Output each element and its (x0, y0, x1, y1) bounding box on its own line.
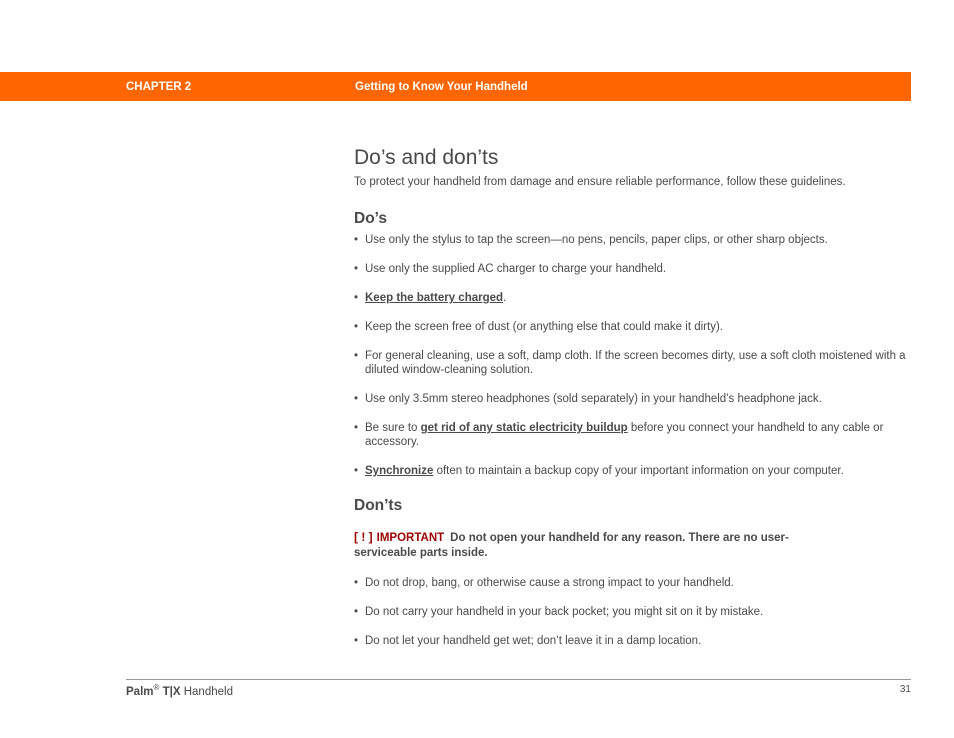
bullet: • (354, 393, 359, 405)
list-item-text: Use only the supplied AC charger to charge your handheld. (365, 263, 667, 275)
list-item-text: Be sure to (365, 422, 421, 434)
dos-heading: Do’s (354, 210, 388, 227)
list-item (354, 320, 914, 334)
footer-divider (126, 679, 911, 680)
list-item-text: Do not carry your handheld in your back pocket; you might sit on it by mistake. (365, 606, 764, 618)
chapter-label: CHAPTER 2 (126, 81, 192, 93)
list-item (354, 576, 914, 590)
page-number: 31 (899, 684, 911, 695)
list-item (354, 291, 914, 305)
bullet: • (354, 422, 359, 434)
list-item (354, 262, 914, 276)
footer-suffix: Handheld (183, 685, 233, 698)
bullet: • (354, 263, 359, 275)
registered-mark: ® (153, 683, 160, 692)
footer-product (126, 683, 233, 698)
list-item (354, 392, 914, 406)
footer-brand: Palm (126, 685, 154, 698)
list-item-text: For general cleaning, use a soft, damp cloth. If the screen becomes dirty, use a soft cloth moistened with a diluted window-cleaning solution. (365, 350, 906, 376)
important-note (354, 530, 824, 561)
list-item-text: often to maintain a backup copy of your important information on your computer. (433, 465, 844, 477)
list-item-text: Do not let your handheld get wet; don’t leave it in a damp location. (365, 635, 702, 647)
bullet: • (354, 292, 359, 304)
bullet: • (354, 635, 359, 647)
synchronize-link[interactable]: Synchronize (365, 465, 434, 477)
important-icon: [ ! ] (354, 530, 373, 544)
list-item (354, 421, 914, 449)
bullet: • (354, 350, 359, 362)
donts-heading: Don’ts (354, 497, 403, 514)
list-item-text: Keep the screen free of dust (or anything else that could make it dirty). (365, 321, 723, 333)
chapter-title: Getting to Know Your Handheld (355, 81, 528, 93)
important-text: Do not open your handheld for any reason. There are no user-serviceable parts inside. (354, 532, 789, 559)
list-item-text: Use only 3.5mm stereo headphones (sold separately) in your handheld’s headphone jack. (365, 393, 822, 405)
bullet: • (354, 234, 359, 246)
list-item (354, 634, 914, 648)
bullet: • (354, 465, 359, 477)
important-label: IMPORTANT (376, 532, 445, 544)
list-item-text: Do not drop, bang, or otherwise cause a strong impact to your handheld. (365, 577, 734, 589)
battery-charged-link[interactable]: Keep the battery charged (365, 292, 504, 304)
dos-list (354, 233, 914, 478)
list-item (354, 233, 914, 247)
list-item-text: before you connect your handheld to any cable or accessory. (365, 422, 884, 448)
static-electricity-link[interactable]: get rid of any static electricity buildup (420, 422, 628, 434)
list-item-text: Use only the stylus to tap the screen—no pens, pencils, paper clips, or other sharp objects. (365, 234, 828, 246)
list-item-text: . (503, 292, 507, 304)
bullet: • (354, 606, 359, 618)
list-item (354, 605, 914, 619)
list-item (354, 464, 914, 478)
donts-list (354, 576, 914, 648)
footer-model: T|X (162, 685, 181, 698)
section-intro: To protect your handheld from damage and ensure reliable performance, follow these guidelines. (354, 176, 846, 188)
bullet: • (354, 321, 359, 333)
bullet: • (354, 577, 359, 589)
list-item (354, 349, 914, 377)
section-title: Do’s and don’ts (354, 146, 499, 169)
main-content (354, 145, 914, 648)
